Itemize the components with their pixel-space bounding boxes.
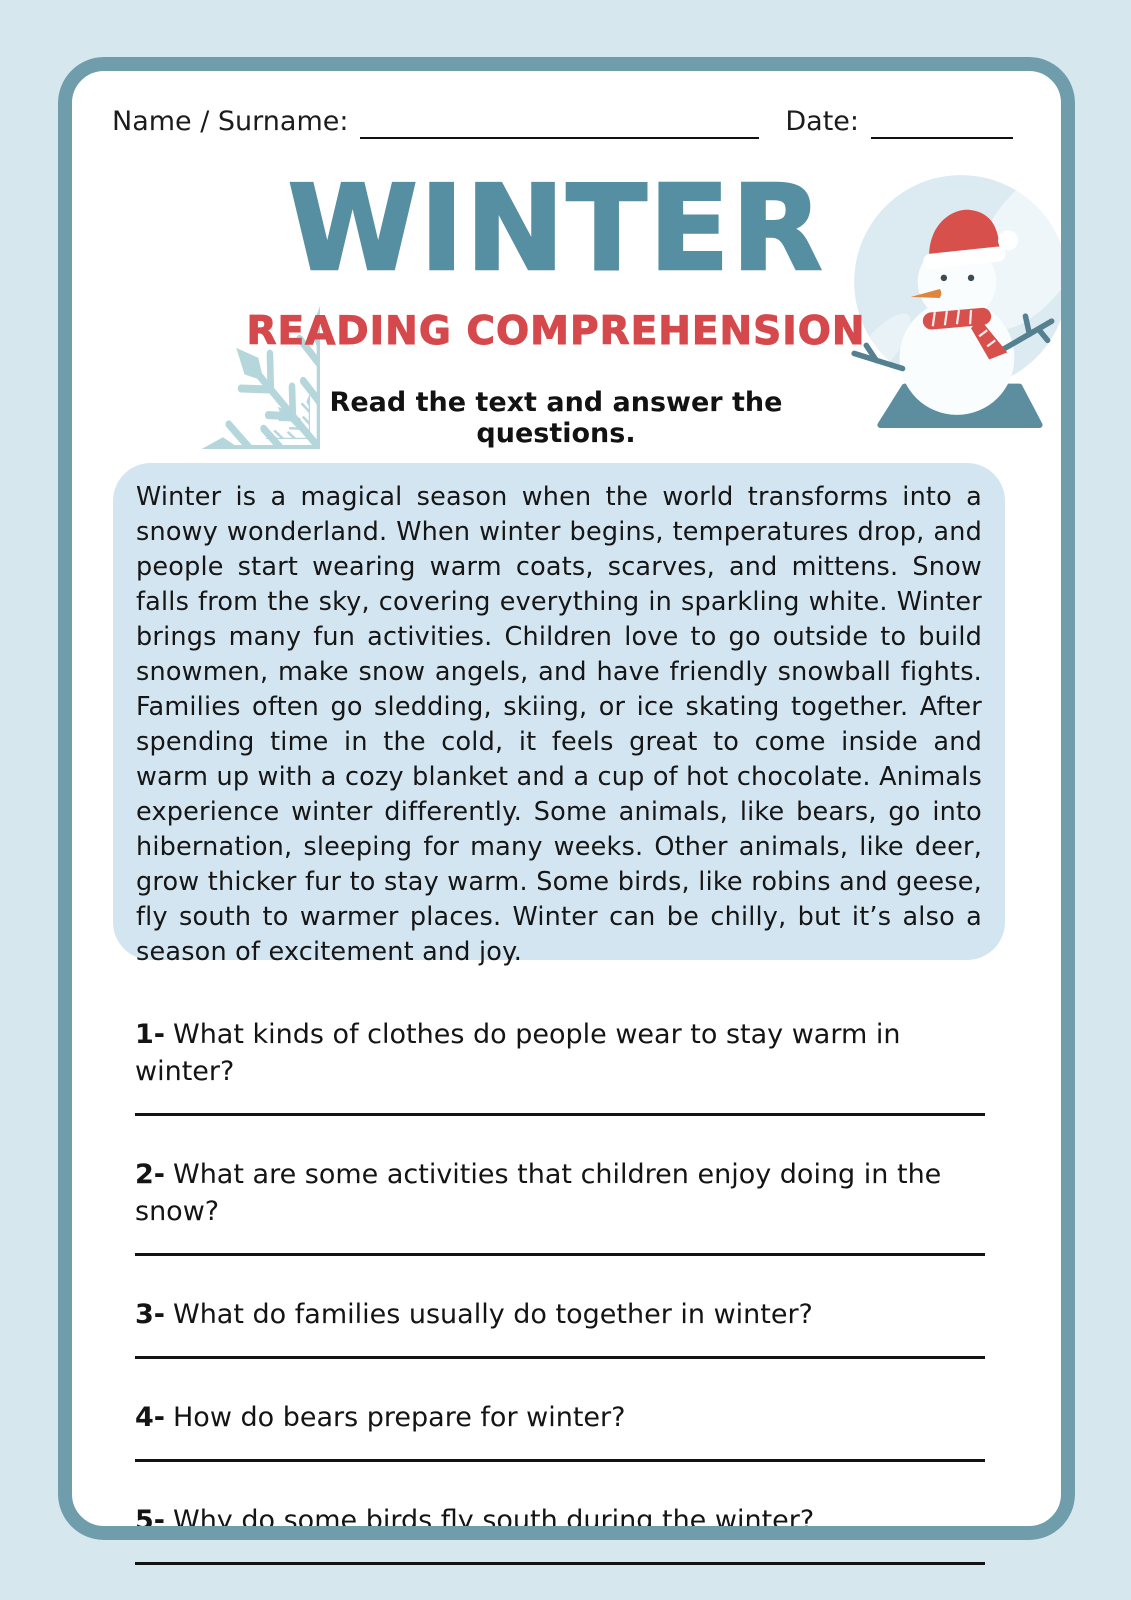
question-number: 2- <box>135 1159 165 1190</box>
question-number: 3- <box>135 1299 165 1330</box>
question-item <box>135 1399 985 1462</box>
worksheet-title: WINTER <box>287 159 825 297</box>
question-text: How do bears prepare for winter? <box>173 1402 626 1433</box>
question-number: 4- <box>135 1402 165 1433</box>
reading-passage-text: Winter is a magical season when the world transforms into a snowy wonderland. When winter begins, temperatures drop, and people start wearing warm coats, scarves, and mittens. Snow falls from the sky, covering everything in sparkling white. Winter brings many fun activities. Children love to go outside to build snowmen, make snow angels, and have friendly snowball fights. Families often go sledding, skiing, or ice skating together. After spending time in the cold, it feels great to come inside and warm up with a cozy blanket and a cup of hot chocolate. Animals experience winter differently. Some animals, like bears, go into hibernation, sleeping for many weeks. Other animals, like deer, grow thicker fur to stay warm. Some birds, like robins and geese, fly south to warmer places. Winter can be chilly, but it’s also a season of excitement and joy. <box>136 482 982 967</box>
answer-line[interactable] <box>135 1253 985 1256</box>
answer-line[interactable] <box>135 1356 985 1359</box>
question-item <box>135 1502 985 1565</box>
answer-line[interactable] <box>135 1459 985 1462</box>
answer-line[interactable] <box>135 1562 985 1565</box>
answer-line[interactable] <box>135 1113 985 1116</box>
name-date-header <box>112 105 1013 139</box>
questions-section <box>135 1016 985 1565</box>
question-text: What are some activities that children enjoy doing in the snow? <box>135 1159 942 1227</box>
worksheet-subtitle: READING COMPREHENSION <box>246 309 866 354</box>
question-text: What kinds of clothes do people wear to stay warm in winter? <box>135 1019 901 1087</box>
question-text: What do families usually do together in winter? <box>173 1299 813 1330</box>
name-blank-line[interactable] <box>360 105 759 139</box>
reading-passage-box <box>113 463 1005 967</box>
date-label: Date: <box>785 106 859 137</box>
question-item <box>135 1296 985 1359</box>
question-number: 1- <box>135 1019 165 1050</box>
instruction-text: Read the text and answer the questions. <box>329 387 783 449</box>
date-blank-line[interactable] <box>871 105 1013 139</box>
question-number: 5- <box>135 1505 165 1536</box>
question-item <box>135 1156 985 1256</box>
question-text: Why do some birds fly south during the winter? <box>173 1505 815 1536</box>
name-label: Name / Surname: <box>112 106 349 137</box>
question-item <box>135 1016 985 1116</box>
